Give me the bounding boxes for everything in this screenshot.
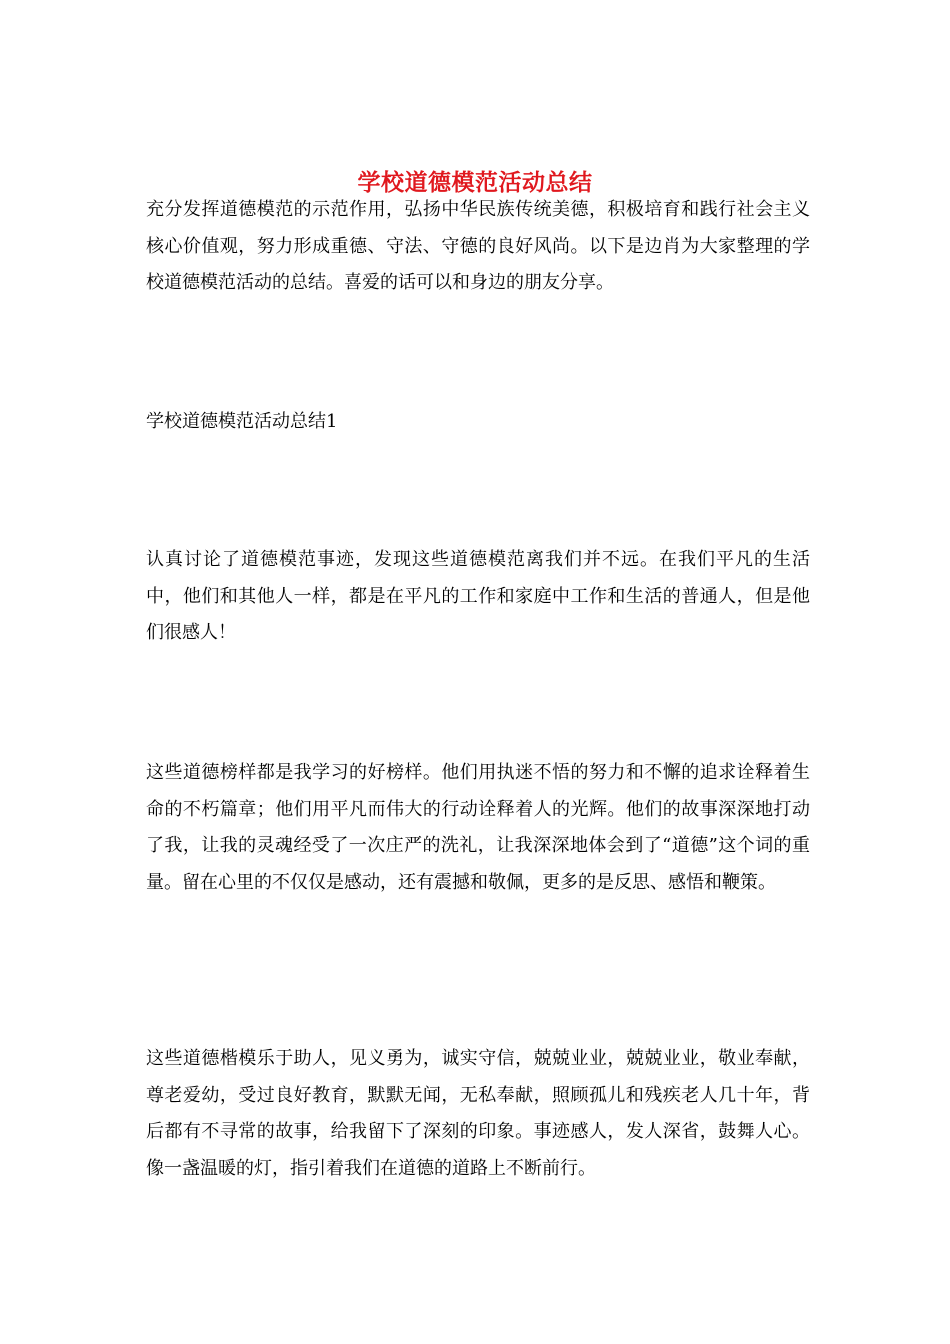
body-paragraph-1: 认真讨论了道德模范事迹，发现这些道德模范离我们并不远。在我们平凡的生活中，他们和其他人一样，都是在平凡的工作和家庭中工作和生活的普通人，但是他们很感人！ bbox=[146, 549, 810, 643]
intro-paragraph: 充分发挥道德模范的示范作用，弘扬中华民族传统美德，积极培育和践行社会主义核心价值观，努力形成重德、守法、守德的良好风尚。以下是边肖为大家整理的学校道德模范活动的总结。喜爱的话可以和身边的朋友分享。 bbox=[146, 199, 810, 293]
body-paragraph-3: 这些道德楷模乐于助人，见义勇为，诚实守信，兢兢业业，兢兢业业，敬业奉献，尊老爱幼，受过良好教育，默默无闻，无私奉献，照顾孤儿和残疾老人几十年，背后都有不寻常的故事，给我留下了深刻的印象。事迹感人，发人深省，鼓舞人心。像一盏温暖的灯，指引着我们在道德的道路上不断前行。 bbox=[146, 1048, 810, 1179]
body-paragraph-2: 这些道德榜样都是我学习的好榜样。他们用执迷不悟的努力和不懈的追求诠释着生命的不朽篇章；他们用平凡而伟大的行动诠释着人的光辉。他们的故事深深地打动了我，让我的灵魂经受了一次庄严的洗礼，让我深深地体会到了“道德”这个词的重量。留在心里的不仅仅是感动，还有震撼和敬佩，更多的是反思、感悟和鞭策。 bbox=[146, 762, 810, 893]
section-heading: 学校道德模范活动总结1 bbox=[146, 411, 338, 432]
document-title: 学校道德模范活动总结 bbox=[357, 169, 593, 197]
